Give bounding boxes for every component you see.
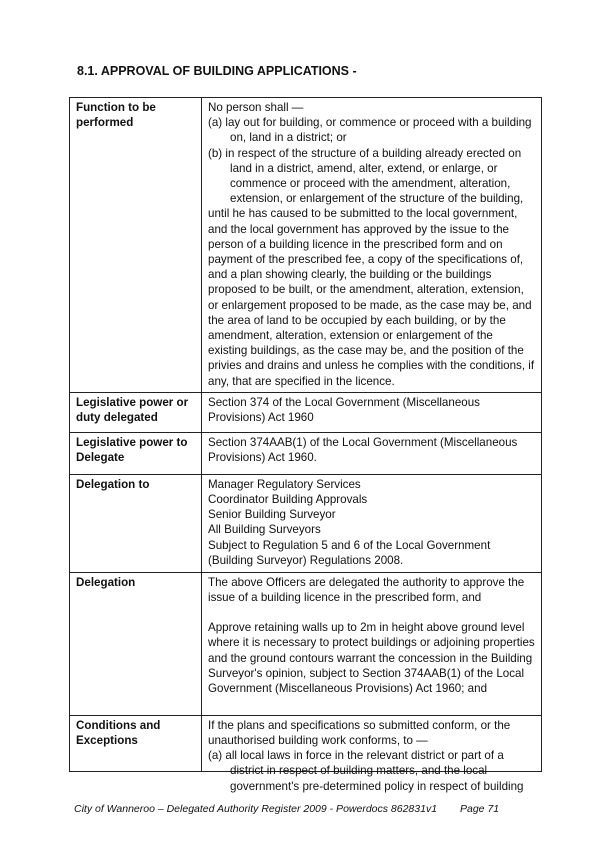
table-row: [70, 392, 542, 432]
delegation-table: [69, 97, 542, 793]
page-footer: City of Wanneroo – Delegated Authority Register 2009 - Powerdocs 862831v1: [74, 803, 438, 815]
table-row: [70, 474, 542, 572]
row-content-delegation-to: [202, 474, 542, 572]
delegation-para-1: The above Officers are delegated the authority to approve the issue of a building licence in the prescribed form, and: [208, 575, 525, 605]
row-label-delegation-to: Delegation to: [70, 474, 202, 572]
table-row: [70, 715, 542, 771]
conditions-intro: If the plans and specifications so submitted conform, or the unauthorised building work conforms, to —: [208, 718, 511, 748]
delegate-item: Coordinator Building Approvals: [208, 493, 368, 507]
row-label-function: Function to be performed: [70, 98, 202, 393]
page-number: Page 71: [460, 803, 500, 815]
row-content-power-delegated: Section 374 of the Local Government (Miscellaneous Provisions) Act 1960: [202, 392, 542, 432]
function-item-a: (a) lay out for building, or commence or proceed with a building on, land in a district; or: [208, 116, 532, 145]
conditions-item-a: (a) all local laws in force in the relevant district or part of a district in respect of building matters, and the local government's pre-determined policy in respect of building: [208, 749, 524, 793]
delegate-condition: Subject to Regulation 5 and 6 of the Local Government (Building Surveyor) Regulations 2008.: [208, 538, 491, 567]
row-label-power-delegated: Legislative power or duty delegated: [70, 392, 202, 432]
delegate-item: Senior Building Surveyor: [208, 508, 336, 522]
table-row: [70, 432, 542, 474]
row-content-function: [202, 98, 542, 393]
table-row: [70, 98, 542, 393]
section-heading: 8.1. APPROVAL OF BUILDING APPLICATIONS -: [77, 64, 357, 78]
conditions-text-clip: [208, 718, 535, 793]
row-content-power-to-delegate: Section 374AAB(1) of the Local Government (Miscellaneous Provisions) Act 1960.: [202, 432, 542, 474]
row-content-conditions: [202, 715, 542, 793]
row-content-delegation: [202, 572, 542, 715]
row-label-conditions: Conditions and Exceptions: [70, 715, 202, 771]
delegate-item: All Building Surveyors: [208, 523, 321, 537]
delegate-item: Manager Regulatory Services: [208, 477, 361, 491]
delegation-para-2: Approve retaining walls up to 2m in height above ground level where it is necessary to protect buildings or adjoining properties and the ground contours warrant the concession in the Building Surveyor's opinion, subject to Section 374AAB(1) of the Local Government (Miscellaneous Provisions) Act 1960; and: [208, 621, 535, 696]
row-label-delegation: Delegation: [70, 572, 202, 715]
function-body: until he has caused to be submitted to the local government, and the local government has approved by the issue to the person of a building licence in the prescribed form and on payment of the prescribed fee, a copy of the specifications of, and a plan showing clearly, the building or the buildings proposed to be built, or the amendment, alteration, extension, or enlargement proposed to be made, as the case may be, and the area of land to be occupied by each building, or by the amendment, alteration, extension or enlargement of the existing buildings, as the case may be, and the position of the privies and drains and unless he complies with the conditions, if any, that are specified in the licence.: [208, 207, 535, 388]
row-label-power-to-delegate: Legislative power to Delegate: [70, 432, 202, 474]
table-row: [70, 572, 542, 715]
function-intro: No person shall —: [208, 101, 304, 114]
function-item-b: (b) in respect of the structure of a building already erected on land in a district, amend, alter, extend, or enlarge, or commence or proceed with the amendment, alteration, extension, or enlargement of the structure of the building,: [208, 146, 524, 206]
